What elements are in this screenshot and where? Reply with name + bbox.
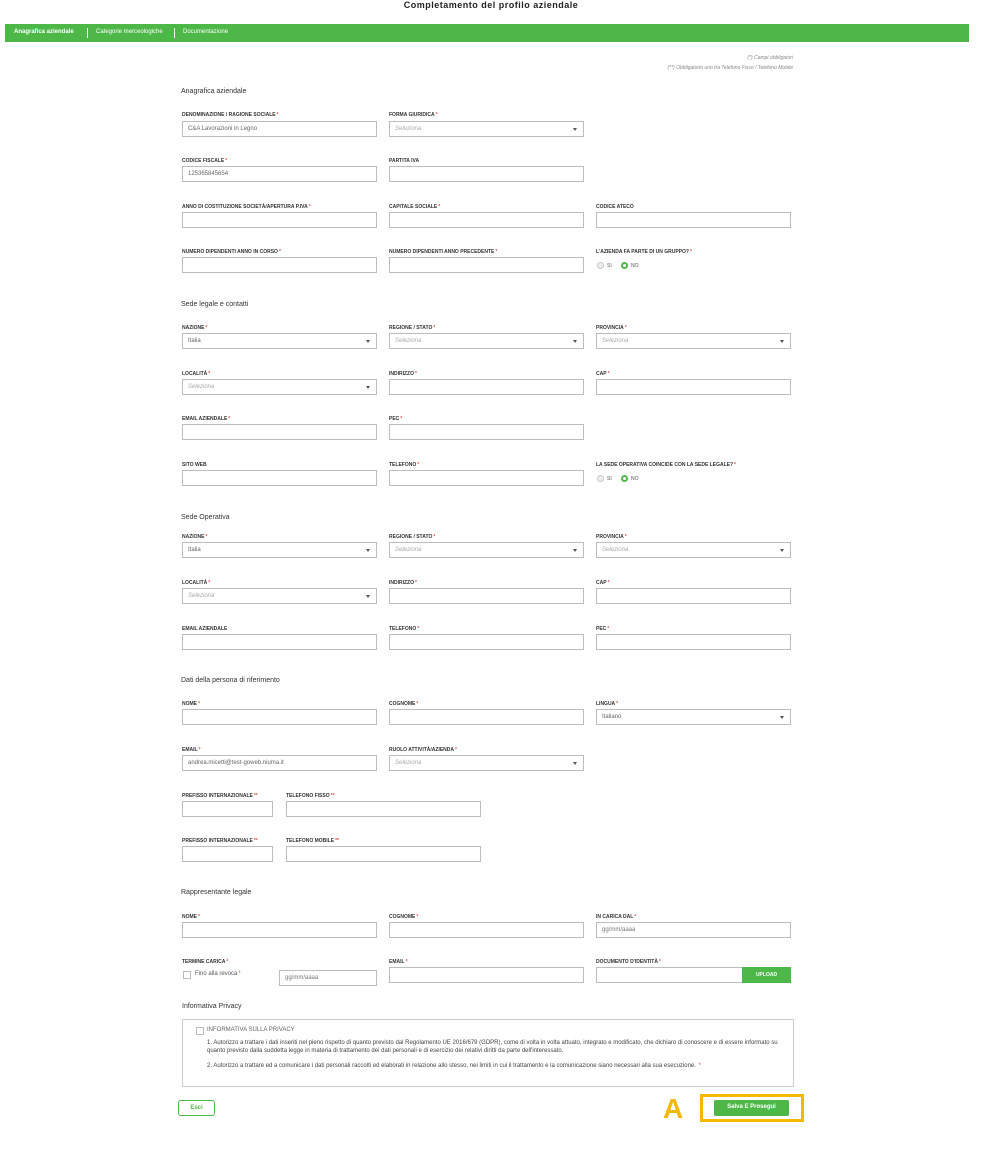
rl-nome-label: NOME*	[182, 914, 200, 920]
sl-cap-field[interactable]	[596, 379, 791, 395]
sl-sito-field[interactable]	[182, 470, 377, 486]
rl-in-carica-label: IN CARICA DAL*	[596, 914, 637, 920]
privacy-paragraph-2: 2. Autorizzo a trattare ed a comunicare i dati personali raccolti ed elaborati in relazione allo stesso, nei limiti in cui il trattamento e la comunicazione siano necessari alla sua esecuzione. *	[207, 1063, 701, 1069]
section-persona: Dati della persona di riferimento	[181, 677, 280, 684]
codice-fiscale-field[interactable]: 125365845654	[182, 166, 377, 182]
pr-ruolo-select[interactable]: Seleziona	[389, 755, 584, 771]
pr-nome-field[interactable]	[182, 709, 377, 725]
gruppo-label: L'AZIENDA FA PARTE DI UN GRUPPO?*	[596, 249, 692, 255]
denominazione-field[interactable]: C&A Lavorazioni in Legno	[182, 121, 377, 137]
sl-provincia-select[interactable]: Seleziona	[596, 333, 791, 349]
sl-nazione-label: NAZIONE*	[182, 325, 208, 331]
section-privacy: Informativa Privacy	[182, 1003, 242, 1010]
sede-coincide-no-radio[interactable]	[621, 475, 628, 482]
codice-fiscale-label: CODICE FISCALE*	[182, 158, 228, 164]
pr-email-field[interactable]: andrea.micetti@test-goweb.niuma.it	[182, 755, 377, 771]
privacy-box	[182, 1019, 794, 1087]
tab-separator	[174, 28, 175, 38]
forma-giuridica-select[interactable]: Seleziona	[389, 121, 584, 137]
tab-anagrafica[interactable]: Anagrafica aziendale	[14, 29, 74, 35]
prefisso-fisso-field[interactable]	[182, 801, 273, 817]
prefisso-mobile-field[interactable]	[182, 846, 273, 862]
chevron-down-icon	[573, 549, 577, 552]
chevron-down-icon	[366, 386, 370, 389]
rl-email-field[interactable]	[389, 967, 584, 983]
dipendenti-precedente-label: NUMERO DIPENDENTI ANNO PRECEDENTE*	[389, 249, 498, 255]
tab-categorie[interactable]: Categorie merceologiche	[96, 29, 163, 35]
forma-giuridica-label: FORMA GIURIDICA*	[389, 112, 438, 118]
telefono-mobile-label: TELEFONO MOBILE**	[286, 838, 339, 844]
so-localita-select[interactable]: Seleziona	[182, 588, 377, 604]
privacy-checkbox[interactable]	[196, 1027, 204, 1035]
pr-lingua-select[interactable]: Italiano	[596, 709, 791, 725]
sl-indirizzo-field[interactable]	[389, 379, 584, 395]
upload-button[interactable]: UPLOAD	[742, 967, 791, 983]
privacy-checkbox-label: INFORMATIVA SULLA PRIVACY	[207, 1027, 295, 1033]
pr-nome-label: NOME*	[182, 701, 200, 707]
sl-cap-label: CAP*	[596, 371, 610, 377]
esci-button[interactable]: Esci	[178, 1100, 215, 1116]
chevron-down-icon	[780, 716, 784, 719]
annotation-marker: A	[663, 1093, 684, 1124]
dipendenti-corso-label: NUMERO DIPENDENTI ANNO IN CORSO*	[182, 249, 281, 255]
gruppo-si-radio[interactable]	[597, 262, 604, 269]
rl-termine-date-field[interactable]: gg/mm/aaaa	[279, 970, 377, 986]
sl-regione-label: REGIONE / STATO*	[389, 325, 436, 331]
sl-telefono-label: TELEFONO*	[389, 462, 420, 468]
gruppo-no-label: NO	[631, 263, 639, 269]
so-provincia-label: PROVINCIA*	[596, 534, 627, 540]
sl-regione-select[interactable]: Seleziona	[389, 333, 584, 349]
rl-nome-field[interactable]	[182, 922, 377, 938]
pr-cognome-label: COGNOME*	[389, 701, 419, 707]
pr-cognome-field[interactable]	[389, 709, 584, 725]
gruppo-si-label: SI	[607, 263, 612, 269]
rl-cognome-field[interactable]	[389, 922, 584, 938]
dipendenti-precedente-field[interactable]	[389, 257, 584, 273]
so-provincia-select[interactable]: Seleziona	[596, 542, 791, 558]
chevron-down-icon	[366, 549, 370, 552]
so-pec-field[interactable]	[596, 634, 791, 650]
chevron-down-icon	[366, 340, 370, 343]
tab-bar	[5, 24, 969, 42]
partita-iva-label: PARTITA IVA	[389, 158, 420, 164]
sl-pec-label: PEC*	[389, 416, 403, 422]
so-cap-label: CAP*	[596, 580, 610, 586]
so-nazione-label: NAZIONE*	[182, 534, 208, 540]
required-note: (*) Campi obbligatori	[747, 55, 793, 61]
pr-lingua-label: LINGUA*	[596, 701, 619, 707]
tab-separator	[87, 28, 88, 38]
sl-email-label: EMAIL AZIENDALE*	[182, 416, 231, 422]
denominazione-label: DENOMINAZIONE / RAGIONE SOCIALE*	[182, 112, 279, 118]
prefisso-fisso-label: PREFISSO INTERNAZIONALE**	[182, 793, 258, 799]
partita-iva-field[interactable]	[389, 166, 584, 182]
phone-required-note: (**) Obbligatorio uno tra Telefono Fisso / Telefono Mobile	[667, 65, 793, 71]
section-anagrafica: Anagrafica aziendale	[181, 88, 247, 95]
anno-costituzione-label: ANNO DI COSTITUZIONE SOCIETÀ/APERTURA P.IVA*	[182, 204, 311, 210]
rl-documento-field[interactable]	[596, 967, 743, 983]
telefono-mobile-field[interactable]	[286, 846, 481, 862]
sede-coincide-si-radio[interactable]	[597, 475, 604, 482]
tab-documentazione[interactable]: Documentazione	[183, 29, 229, 35]
so-email-field[interactable]	[182, 634, 377, 650]
so-localita-label: LOCALITÀ*	[182, 580, 211, 586]
sl-provincia-label: PROVINCIA*	[596, 325, 627, 331]
chevron-down-icon	[780, 340, 784, 343]
sl-localita-label: LOCALITÀ*	[182, 371, 211, 377]
rl-email-label: EMAIL*	[389, 959, 408, 965]
sl-sito-label: SITO WEB	[182, 462, 207, 468]
chevron-down-icon	[573, 128, 577, 131]
so-indirizzo-label: INDIRIZZO*	[389, 580, 417, 586]
so-regione-select[interactable]: Seleziona	[389, 542, 584, 558]
rl-cognome-label: COGNOME*	[389, 914, 419, 920]
anno-costituzione-field[interactable]	[182, 212, 377, 228]
sl-localita-select[interactable]: Seleziona	[182, 379, 377, 395]
so-telefono-field[interactable]	[389, 634, 584, 650]
so-cap-field[interactable]	[596, 588, 791, 604]
so-email-label: EMAIL AZIENDALE	[182, 626, 228, 632]
privacy-paragraph-1: 1. Autorizzo a trattare i dati inseriti nel pieno rispetto di quanto previsto dal Regolamento UE 2016/679 (GDPR), come di volta in volta attuato, integrato e modificato, che dichiaro di conoscere e di essere informato su quanto previsto dalla suddetta legge in materia di trattamento dei dati personali e di esercizio dei relativi diritti da parte dell'interessato.	[207, 1040, 778, 1054]
chevron-down-icon	[573, 340, 577, 343]
gruppo-no-radio[interactable]	[621, 262, 628, 269]
salva-prosegui-button[interactable]: Salva E Prosegui	[714, 1100, 789, 1116]
codice-ateco-label: CODICE ATECO	[596, 204, 634, 210]
pr-email-label: EMAIL*	[182, 747, 201, 753]
fino-revoca-checkbox[interactable]	[183, 971, 191, 979]
so-regione-label: REGIONE / STATO*	[389, 534, 436, 540]
fino-revoca-label: Fino alla revoca*	[195, 971, 241, 977]
section-rappresentante: Rappresentante legale	[181, 889, 252, 896]
sl-email-field[interactable]	[182, 424, 377, 440]
chevron-down-icon	[780, 549, 784, 552]
so-telefono-label: TELEFONO*	[389, 626, 420, 632]
chevron-down-icon	[366, 595, 370, 598]
sl-pec-field[interactable]	[389, 424, 584, 440]
so-indirizzo-field[interactable]	[389, 588, 584, 604]
chevron-down-icon	[573, 762, 577, 765]
capitale-sociale-field[interactable]	[389, 212, 584, 228]
page-title: Completamento del profilo aziendale	[403, 0, 579, 10]
rl-documento-label: DOCUMENTO D'IDENTITÀ*	[596, 959, 661, 965]
codice-ateco-field[interactable]	[596, 212, 791, 228]
sede-coincide-label: LA SEDE OPERATIVA COINCIDE CON LA SEDE LEGALE?*	[596, 462, 736, 468]
sl-telefono-field[interactable]	[389, 470, 584, 486]
telefono-fisso-label: TELEFONO FISSO**	[286, 793, 335, 799]
sl-nazione-select[interactable]: Italia	[182, 333, 377, 349]
so-pec-label: PEC*	[596, 626, 610, 632]
section-sede-legale: Sede legale e contatti	[181, 301, 249, 308]
rl-in-carica-field[interactable]: gg/mm/aaaa	[596, 922, 791, 938]
so-nazione-select[interactable]: Italia	[182, 542, 377, 558]
rl-termine-label: TERMINE CARICA*	[182, 959, 229, 965]
telefono-fisso-field[interactable]	[286, 801, 481, 817]
dipendenti-corso-field[interactable]	[182, 257, 377, 273]
capitale-sociale-label: CAPITALE SOCIALE*	[389, 204, 441, 210]
prefisso-mobile-label: PREFISSO INTERNAZIONALE**	[182, 838, 258, 844]
sede-coincide-si-label: SI	[607, 476, 612, 482]
section-sede-operativa: Sede Operativa	[181, 514, 230, 521]
sl-indirizzo-label: INDIRIZZO*	[389, 371, 417, 377]
pr-ruolo-label: RUOLO ATTIVITÀ/AZIENDA*	[389, 747, 457, 753]
sede-coincide-no-label: NO	[631, 476, 639, 482]
